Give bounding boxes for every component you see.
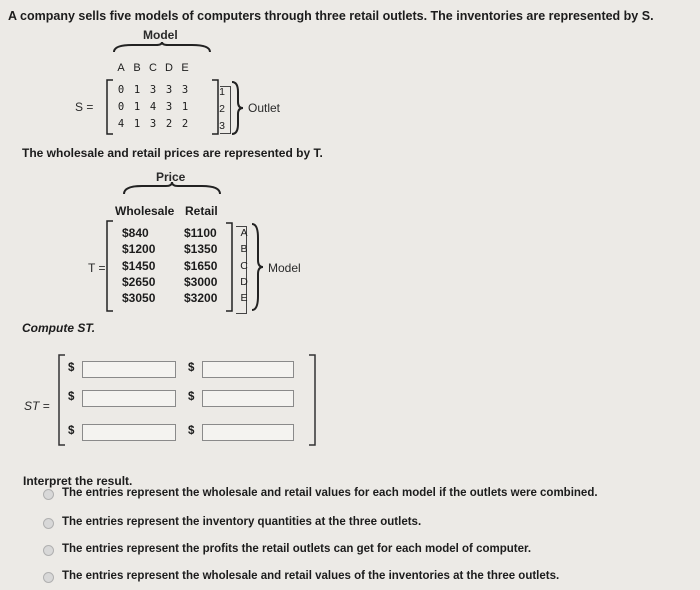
answer-matrix [0, 0, 330, 460]
answer-wholesale-input[interactable] [82, 390, 176, 407]
matrix-s-side-label: Outlet [248, 101, 281, 115]
answer-retail-input[interactable] [202, 361, 294, 378]
matrix-t-retail-cell: $1100 [184, 226, 217, 240]
answer-wholesale-input[interactable] [82, 361, 176, 378]
matrix-s-row-label: 3 [219, 120, 225, 132]
matrix-s-cell: 0 [117, 84, 125, 96]
matrix-s-col-header: A [117, 62, 125, 74]
matrix-s-cell: 1 [133, 101, 141, 113]
matrix-t-row-label: A [240, 227, 248, 239]
matrix-s-cell: 1 [181, 101, 189, 113]
answer-label: ST = [24, 399, 50, 413]
option-radio[interactable] [43, 489, 54, 500]
matrix-t-header-wholesale: Wholesale [115, 204, 175, 218]
matrix-s-cell: 3 [149, 118, 157, 130]
matrix-t-wholesale-cell: $3050 [122, 291, 156, 305]
matrix-t-top-label: Price [156, 170, 186, 184]
matrix-s-row-label: 1 [219, 86, 225, 98]
matrix-s-cell: 3 [149, 84, 157, 96]
matrix-t-wholesale-cell: $2650 [122, 275, 156, 289]
answer-wholesale-input[interactable] [82, 424, 176, 441]
matrix-s-cell: 2 [165, 118, 173, 130]
matrix-s-cell: 1 [133, 84, 141, 96]
matrix-s-row-label: 2 [219, 103, 225, 115]
matrix-s-col-header: D [165, 62, 173, 74]
option-text[interactable]: The entries represent the inventory quantities at the three outlets. [62, 516, 422, 528]
question-intro: A company sells five models of computers through three retail outlets. The inventories are represented by S. [8, 9, 654, 23]
matrix-t-retail-cell: $3200 [184, 291, 218, 305]
matrix-s-col-header: B [133, 62, 141, 74]
answer-retail-input[interactable] [202, 390, 294, 407]
interpret-prompt: Interpret the result. [23, 474, 133, 488]
answer-currency-sign: $ [188, 362, 195, 374]
matrix-s-cell: 2 [181, 118, 189, 130]
matrix-t-label: T = [88, 261, 106, 275]
matrix-s-label: S = [75, 100, 94, 114]
matrix-t-wholesale-cell: $1200 [122, 242, 156, 256]
matrix-s-cell: 1 [133, 118, 141, 130]
matrix-s-cell: 0 [117, 101, 125, 113]
matrix-s-cell: 3 [181, 84, 189, 96]
matrix-s-col-header: C [149, 62, 157, 74]
matrix-s-cell: 3 [165, 84, 173, 96]
matrix-s-cell: 3 [165, 101, 173, 113]
matrix-s-cell: 4 [117, 118, 125, 130]
answer-currency-sign: $ [68, 362, 75, 374]
matrix-t-side-label: Model [268, 261, 301, 275]
matrix-t-wholesale-cell: $840 [122, 226, 149, 240]
wholesale-retail-text: The wholesale and retail prices are represented by T. [22, 146, 323, 160]
matrix-t-wholesale-cell: $1450 [122, 259, 156, 273]
option-radio[interactable] [43, 545, 54, 556]
answer-retail-input[interactable] [202, 424, 294, 441]
option-text[interactable]: The entries represent the wholesale and retail values for each model if the outlets were combined. [62, 487, 598, 499]
matrix-s-cell: 4 [149, 101, 157, 113]
answer-left-bracket [57, 354, 67, 446]
answer-right-bracket [307, 354, 317, 446]
matrix-t-row-label: D [240, 276, 248, 288]
matrix-t-row-label: B [240, 243, 248, 255]
matrix-t-retail-cell: $1350 [184, 242, 218, 256]
answer-currency-sign: $ [188, 425, 195, 437]
option-radio[interactable] [43, 572, 54, 583]
compute-prompt: Compute ST. [22, 321, 96, 335]
answer-currency-sign: $ [68, 391, 75, 403]
option-text[interactable]: The entries represent the profits the retail outlets can get for each model of computer. [62, 543, 532, 555]
matrix-t-row-label: C [240, 260, 248, 272]
matrix-t-retail-cell: $1650 [184, 259, 218, 273]
matrix-t-row-label: E [240, 292, 248, 304]
matrix-t-header-retail: Retail [185, 204, 218, 218]
option-radio[interactable] [43, 518, 54, 529]
answer-currency-sign: $ [188, 391, 195, 403]
option-text[interactable]: The entries represent the wholesale and retail values of the inventories at the three outlets. [62, 570, 560, 582]
matrix-t-retail-cell: $3000 [184, 275, 218, 289]
matrix-s-top-label: Model [143, 28, 178, 42]
matrix-s-col-header: E [181, 62, 189, 74]
answer-currency-sign: $ [68, 425, 75, 437]
